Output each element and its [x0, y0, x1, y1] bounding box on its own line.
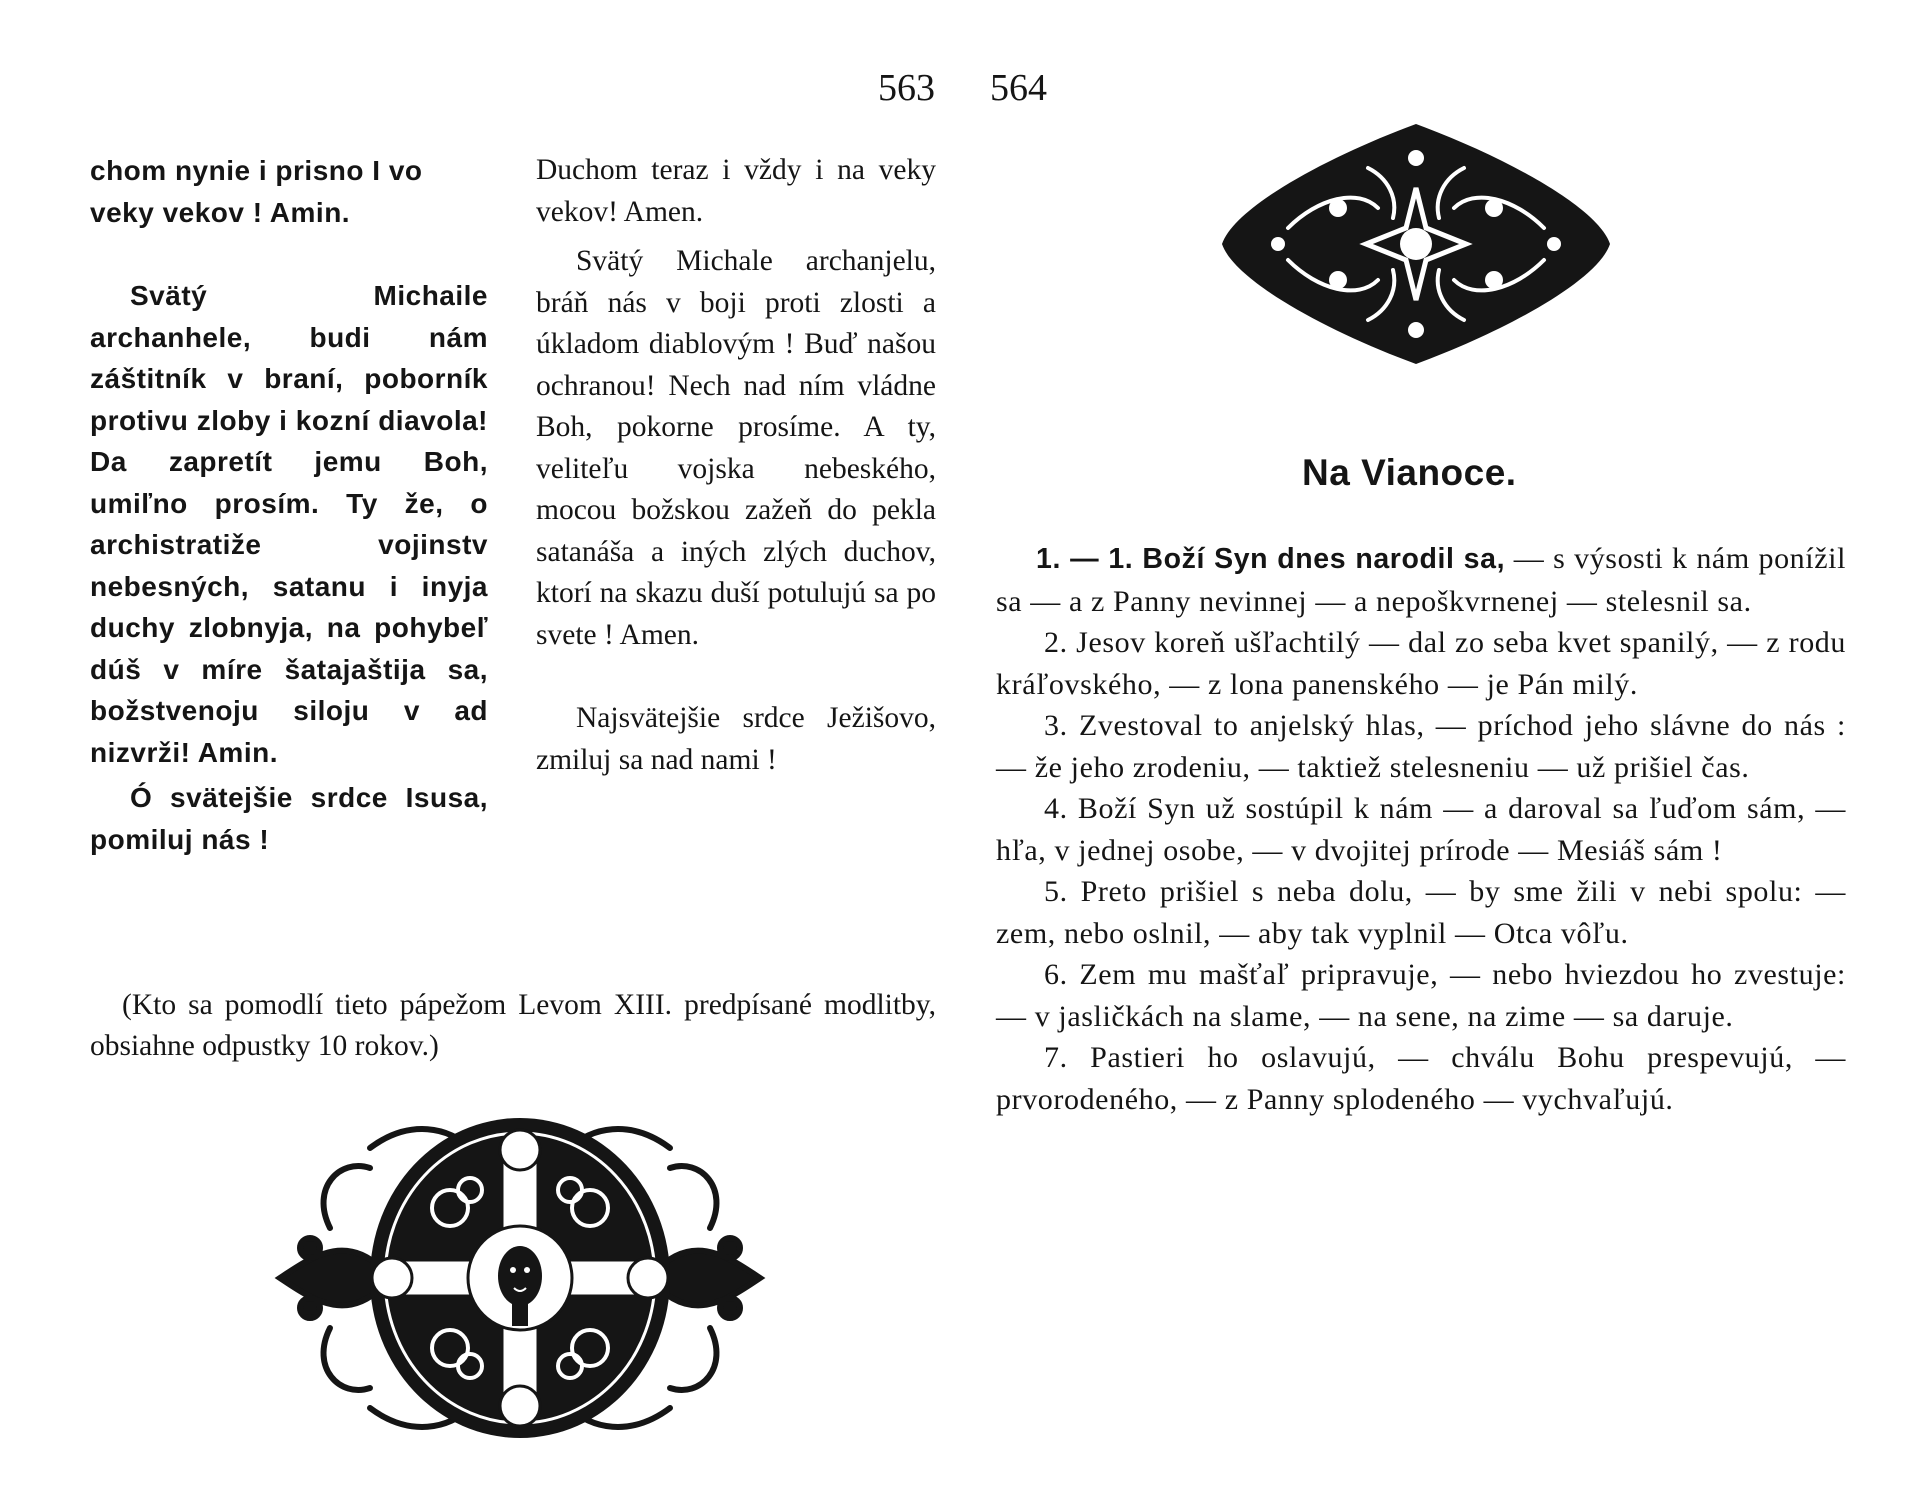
- verse-1-lead: 1. — 1. Boží Syn dnes narodil sa,: [1036, 543, 1506, 575]
- slavonic-prayer-column: [90, 150, 488, 860]
- verse-3: 3. Zvestoval to anjelský hlas, — príchod jeho slávne do nás : — že jeho zrodeniu, — taktiež stelesneniu — už prišiel čas.: [996, 709, 1846, 784]
- slovak-michael-prayer: Svätý Michale archanjelu, bráň nás v boji proti zlosti a úkladom diablovým ! Buď našou ochranou! Nech nad ním vládne Boh, pokorne prosíme. A ty, veliteľu vojska nebeského, mocou božskou zažeň do pekla satanáša a iných zlých duchov, ktorí na skazu duší potulujú sa po svete ! Amen.: [536, 245, 936, 651]
- verse-4: 4. Boží Syn už sostúpil k nám — a daroval sa ľuďom sám, — hľa, v jednej osobe, — v dvojitej prírode — Mesiáš sám !: [996, 792, 1846, 867]
- slovak-heart-prayer: Najsvätejšie srdce Ježišovo, zmiluj sa nad nami !: [536, 702, 936, 776]
- slavonic-michael-prayer: Svätý Michaile archanhele, budi nám záštitník v braní, poborník protivu zloby i kozní diavola! Da zapretít jemu Boh, umiľno prosím. Ty že, o archistratiže vojinstv nebesných, satanu i inyja duchy zlobnyja, na pohybeľ dúš v míre šatajaštija sa, božstvenoju siloju v ad nizvrži! Amin.: [90, 280, 488, 768]
- page-number-left: 563: [878, 67, 935, 109]
- slovak-prayer-column: [536, 150, 936, 781]
- hymn-verses: [996, 538, 1846, 1120]
- verse-1: [996, 538, 1846, 622]
- verse-2: 2. Jesov koreň ušľachtilý — dal zo seba kvet spanilý, — z rodu kráľovského, — z lona panenského — je Pán milý.: [996, 626, 1846, 701]
- verse-5: 5. Preto prišiel s neba dolu, — by sme žili v nebi spolu: — zem, nebo oslnil, — aby tak vyplnil — Otca vôľu.: [996, 875, 1846, 950]
- verse-6: 6. Zem mu mašťaľ pripravuje, — nebo hviezdou ho zvestuje: — v jasličkách na slame, — na sene, na zime — sa daruje.: [996, 958, 1846, 1033]
- verse-7: 7. Pastieri ho oslavujú, — chválu Bohu prespevujú, — prvorodeného, — z Panny splodeného — vychvaľujú.: [996, 1041, 1846, 1116]
- verse-1-rest: — s výsosti k nám ponížil sa — a z Panny nevinnej — a nepoškvrnenej — stelesnil sa.: [996, 542, 1847, 618]
- page-number-right: 564: [990, 67, 1047, 109]
- slovak-prayer-end: Duchom teraz i vždy i na veky vekov! Amen.: [536, 154, 936, 228]
- indulgence-note: (Kto sa pomodlí tieto pápežom Levom XIII. predpísané modlitby, obsiahne odpustky 10 rokov.): [90, 989, 936, 1062]
- cross-medallion-vignette-icon: [270, 1108, 770, 1448]
- slavonic-prayer-end: chom nynie i prisno I vo veky vekov ! Amin.: [90, 155, 423, 228]
- page-title: Na Vianoce.: [1302, 452, 1517, 493]
- floral-vignette-icon: [1218, 118, 1614, 370]
- slavonic-heart-prayer: Ó svätejšie srdce Isusa, pomiluj nás !: [90, 782, 488, 855]
